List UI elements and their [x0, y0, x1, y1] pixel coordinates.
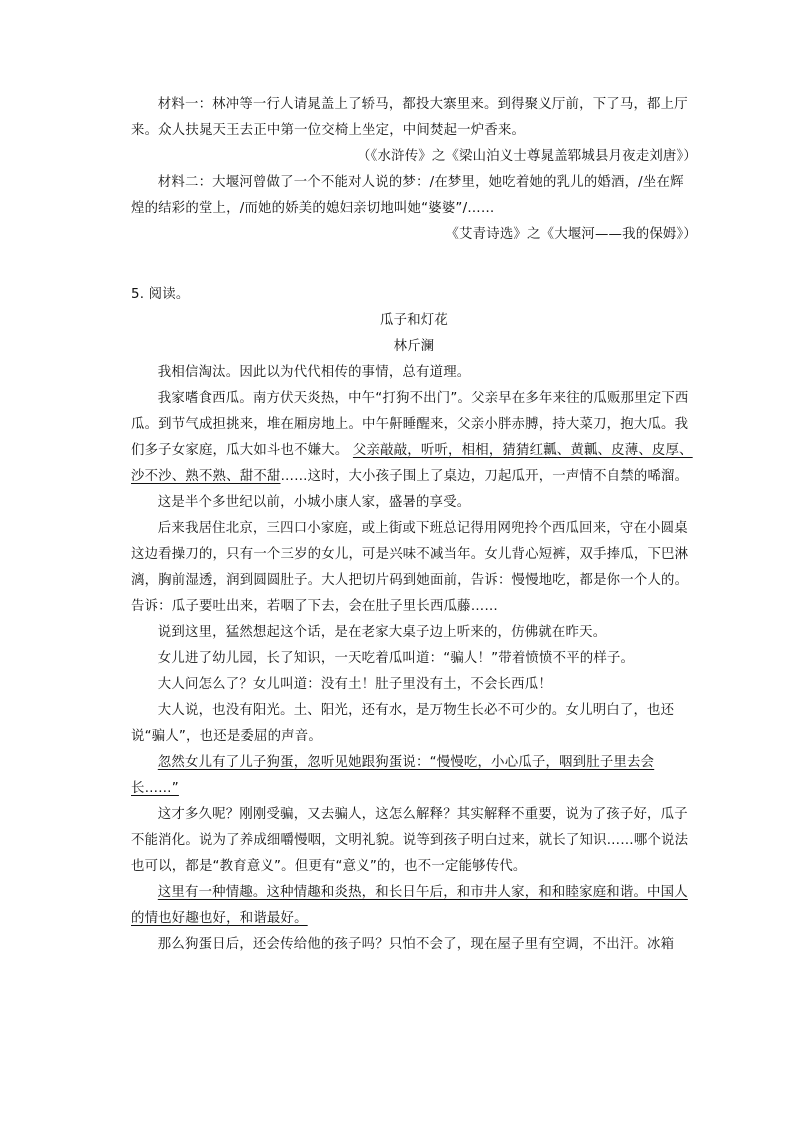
essay-paragraph-11: [131, 880, 697, 932]
material-one-source: （《水浒传》之《梁山泊义士尊晁盖郓城县月夜走刘唐》）: [357, 149, 697, 164]
material-one-text: 材料一：林冲等一行人请晁盖上了轿马，都投大寨里来。到得聚义厅前，下了马，都上厅来。众人扶晁天王去正中第一位交椅上坐定，中间焚起一炉香来。: [131, 97, 688, 138]
material-two-source: 《艾青诗选》之《大堰河——我的保姆》）: [445, 227, 697, 242]
essay-paragraph-4: 后来我居住北京，三四口小家庭，或上街或下班总记得用网兜拎个西瓜回来，守在小圆桌这边看操刀的，只有一个三岁的女儿，可是兴味不减当年。女儿背心短裤，双手捧瓜，下巴淋漓，胸前湿透，润到圆圆肚子。大人把切片码到她面前，告诉：慢慢地吃，都是你一个人的。告诉：瓜子要吐出来，若咽了下去，会在肚子里长西瓜藤……: [131, 521, 689, 614]
document-content: [131, 92, 697, 958]
essay-paragraph-11-underlined: 这里有一种情趣。这种情趣和炎热，和长日午后，和市井人家，和和睦家庭和谐。中国人的情也好趣也好，和谐最好。: [131, 885, 688, 926]
section-gap: [131, 248, 697, 282]
essay-paragraph-9-underlined: 忽然女儿有了儿子狗蛋，忽听见她跟狗蛋说：“慢慢吃，小心瓜子，咽到肚子里去会长……”: [131, 755, 655, 796]
essay-title: 瓜子和灯花: [380, 313, 448, 328]
essay-paragraph-3: 这是半个多世纪以前，小城小康人家，盛暑的享受。: [157, 495, 471, 510]
essay-author: 林斤澜: [393, 339, 435, 354]
question-label: 5. 阅读。: [131, 287, 190, 302]
essay-paragraph-2-tail: ……这时，大小孩子围上了桌边，刀起瓜开，一声情不自禁的唏溜。: [280, 469, 689, 484]
material-two-text: 材料二：大堰河曾做了一个不能对人说的梦：/在梦里，她吃着她的乳儿的婚酒，/坐在辉煌的结彩的堂上，/而她的娇美的媳妇亲切地叫她“婆婆”/……: [131, 175, 684, 216]
essay-paragraph-6: 女儿进了幼儿园，长了知识，一天吃着瓜叫道：“骗人！”带着愤愤不平的样子。: [157, 651, 635, 666]
essay-paragraph-2: [131, 386, 697, 490]
essay-paragraph-12: 那么狗蛋日后，还会传给他的孩子吗？只怕不会了，现在屋子里有空调，不出汗。冰箱: [157, 937, 675, 952]
essay-paragraph-1: 我相信淘汰。因此以为代代相传的事情，总有道理。: [157, 365, 471, 380]
essay-paragraph-2-underlined: 父亲敲敲，听听，相相，猜猜红瓤、黄瓤、皮薄、皮厚、沙不沙、熟不熟、甜不甜: [131, 443, 693, 484]
essay-paragraph-5: 说到这里，猛然想起这个话，是在老家大桌子边上听来的，仿佛就在昨天。: [157, 625, 607, 640]
essay-paragraph-2-plain: 我家嗜食西瓜。南方伏天炎热，中午“打狗不出门”。父亲早在多年来往的瓜贩那里定下西瓜。到节气成担挑来，堆在厢房地上。中午鼾睡醒来，父亲小胖赤膊，持大菜刀，抱大瓜。我们多子女家庭，瓜大如斗也不嫌大。: [131, 391, 689, 458]
essay-paragraph-8: 大人说，也没有阳光。土、阳光，还有水，是万物生长必不可少的。女儿明白了，也还说“骗人”，也还是委屈的声音。: [131, 703, 675, 744]
essay-paragraph-10: 这才多久呢？刚刚受骗，又去骗人，这怎么解释？其实解释不重要，说为了孩子好，瓜子不能消化。说为了养成细嚼慢咽，文明礼貌。说等到孩子明白过来，就长了知识……哪个说法也可以，都是“教育意义”。但更有“意义”的，也不一定能够传代。: [131, 807, 689, 874]
essay-paragraph-9: [131, 750, 697, 802]
essay-paragraph-7: 大人问怎么了？女儿叫道：没有土！肚子里没有土，不会长西瓜！: [157, 677, 552, 692]
